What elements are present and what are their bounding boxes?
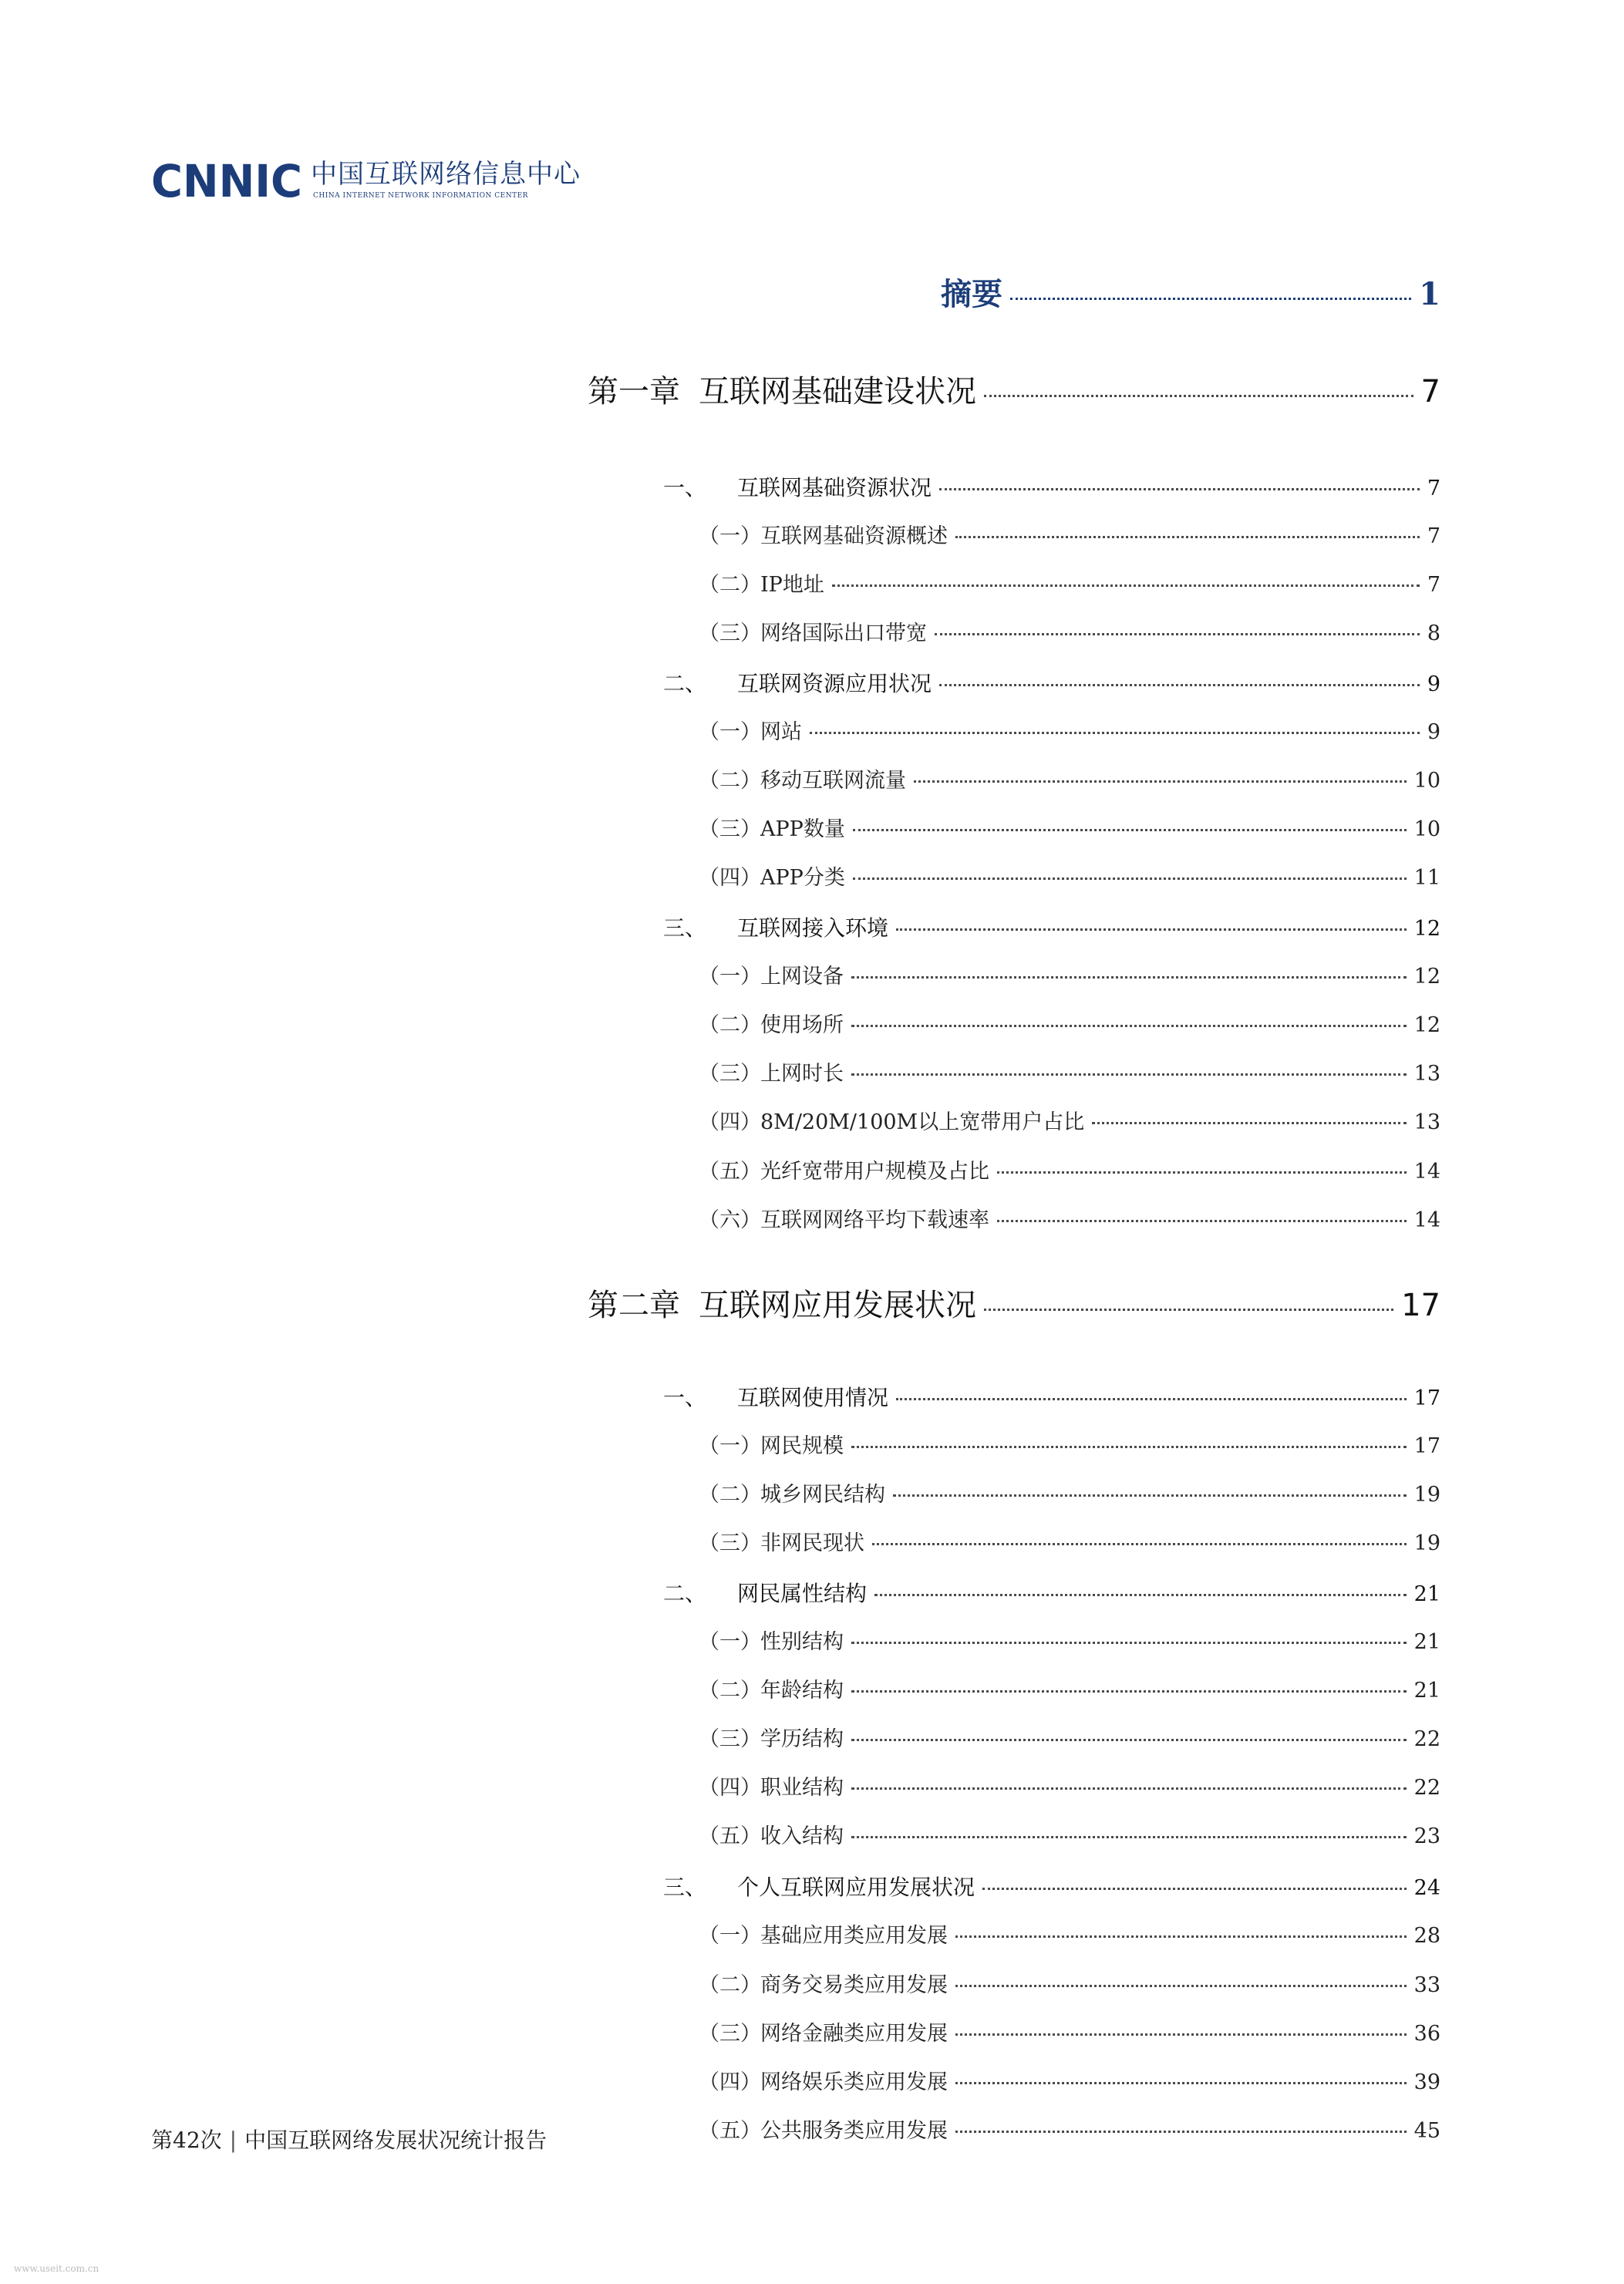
section-title: 互联网资源应用状况 (737, 671, 932, 696)
toc-summary-label: 摘要 (941, 276, 1002, 312)
toc-page-number: 13 (1413, 1110, 1440, 1134)
cnnic-logo-mark (151, 157, 305, 203)
subsection-number: （一） (699, 524, 761, 548)
toc-page-number: 23 (1413, 1824, 1440, 1848)
report-title: 中国互联网络发展状况统计报告 (244, 2127, 548, 2153)
subsection-number: （三） (699, 1727, 761, 1751)
toc-subsection[interactable] (699, 2020, 1440, 2049)
subsection-number: （四） (699, 2070, 761, 2094)
toc-subsection[interactable] (699, 1628, 1440, 1657)
toc-section[interactable] (663, 1578, 1440, 1610)
toc-section[interactable] (663, 473, 1440, 504)
dot-leader (984, 1309, 1393, 1311)
dot-leader (984, 395, 1413, 397)
toc-page-number: 1 (1419, 276, 1440, 312)
toc-page-number: 17 (1413, 1434, 1440, 1458)
subsection-title: 上网设备 (760, 965, 844, 989)
dot-leader (851, 1642, 1407, 1644)
subsection-number: （二） (699, 1013, 761, 1037)
chapter-title: 互联网基础建设状况 (699, 374, 976, 409)
dot-leader (982, 1888, 1407, 1890)
subsection-number: （一） (699, 720, 761, 744)
subsection-number: （一） (699, 1434, 761, 1458)
dot-leader (874, 1594, 1407, 1596)
subsection-number: （六） (699, 1208, 761, 1232)
subsection-number: （三） (699, 622, 761, 645)
toc-subsection[interactable] (699, 1157, 1440, 1187)
toc-subsection[interactable] (699, 1922, 1440, 1951)
section-title: 互联网接入环境 (737, 915, 889, 941)
toc-page-number: 33 (1413, 1973, 1440, 1997)
subsection-number: （一） (699, 965, 761, 989)
toc-page-number: 19 (1413, 1483, 1440, 1507)
toc-chapter-1[interactable] (588, 370, 1440, 413)
subsection-title: 学历结构 (760, 1727, 844, 1751)
toc-subsection[interactable] (699, 1725, 1440, 1754)
subsection-number: （三） (699, 1062, 761, 1086)
section-number: 二、 (663, 671, 707, 696)
toc-subsection[interactable] (699, 718, 1440, 747)
toc-page-number: 12 (1413, 965, 1440, 989)
toc-subsection[interactable] (699, 2068, 1440, 2097)
toc-page-number: 11 (1413, 866, 1440, 890)
subsection-number: （三） (699, 2022, 761, 2046)
subsection-title: 公共服务类应用发展 (760, 2119, 948, 2143)
toc-subsection[interactable] (699, 1774, 1440, 1803)
toc-subsection[interactable] (699, 619, 1440, 648)
subsection-number: （五） (699, 2119, 761, 2143)
dot-leader (810, 732, 1420, 734)
dot-leader (1092, 1122, 1406, 1124)
section-title: 网民属性结构 (737, 1581, 868, 1606)
section-number: 二、 (663, 1581, 707, 1606)
chapter-title: 互联网应用发展状况 (699, 1288, 976, 1323)
toc-page-number: 14 (1413, 1208, 1440, 1232)
dot-leader (832, 584, 1420, 587)
toc-subsection[interactable] (699, 1059, 1440, 1089)
subsection-number: （二） (699, 769, 761, 793)
watermark: www.useit.com.cn (14, 2263, 99, 2274)
toc-page-number: 7 (1420, 374, 1440, 409)
subsection-title: 收入结构 (760, 1824, 844, 1848)
toc-page-number: 17 (1413, 1386, 1440, 1410)
dot-leader (896, 1398, 1407, 1400)
dot-leader (1010, 298, 1411, 300)
dot-leader (851, 1073, 1407, 1076)
dot-leader (851, 1690, 1407, 1693)
subsection-number: （五） (699, 1824, 761, 1848)
toc-page-number: 39 (1413, 2070, 1440, 2094)
toc-subsection[interactable] (699, 864, 1440, 893)
subsection-number: （四） (699, 1110, 761, 1134)
chapter-number: 第一章 (588, 374, 680, 409)
toc-subsection[interactable] (699, 1822, 1440, 1851)
toc-page-number: 7 (1427, 524, 1440, 548)
toc-subsection[interactable] (699, 571, 1440, 600)
dot-leader (939, 488, 1420, 490)
subsection-title: 职业结构 (760, 1776, 844, 1800)
report-edition: 第42次 (151, 2127, 222, 2153)
subsection-number: （一） (699, 1924, 761, 1948)
dot-leader (955, 536, 1420, 538)
toc-subsection[interactable] (699, 1108, 1440, 1137)
subsection-title: 互联网基础资源概述 (760, 524, 948, 548)
dot-leader (896, 928, 1407, 931)
toc-subsection[interactable] (699, 1529, 1440, 1558)
section-title: 个人互联网应用发展状况 (737, 1875, 975, 1900)
subsection-title: 非网民现状 (760, 1531, 864, 1555)
dot-leader (935, 633, 1420, 635)
subsection-title: 使用场所 (760, 1013, 844, 1037)
dot-leader (997, 1220, 1407, 1222)
subsection-number: （二） (699, 1483, 761, 1507)
toc-page-number: 9 (1427, 672, 1440, 696)
toc-page-number: 10 (1413, 769, 1440, 793)
subsection-title: 8M/20M/100M以上宽带用户占比 (760, 1110, 1085, 1134)
toc-section[interactable] (663, 1383, 1440, 1414)
dot-leader (851, 1787, 1407, 1790)
section-number: 三、 (663, 1875, 707, 1900)
toc-page-number: 17 (1401, 1288, 1440, 1323)
subsection-title: 网络娱乐类应用发展 (760, 2070, 948, 2094)
subsection-title: APP分类 (760, 866, 845, 890)
subsection-title: 移动互联网流量 (760, 769, 906, 793)
toc-page-number: 19 (1413, 1531, 1440, 1555)
toc-page-number: 7 (1427, 573, 1440, 597)
dot-leader (955, 1985, 1407, 1987)
toc-subsection[interactable] (699, 1011, 1440, 1040)
section-number: 三、 (663, 915, 707, 941)
subsection-title: 网民规模 (760, 1434, 844, 1458)
section-number: 一、 (663, 1385, 707, 1410)
toc-page-number: 13 (1413, 1062, 1440, 1086)
subsection-title: 城乡网民结构 (760, 1483, 885, 1507)
subsection-title: 基础应用类应用发展 (760, 1924, 948, 1948)
dot-leader (872, 1543, 1407, 1545)
toc-subsection[interactable] (699, 766, 1440, 796)
subsection-title: 网络金融类应用发展 (760, 2022, 948, 2046)
dot-leader (955, 2033, 1407, 2036)
subsection-number: （二） (699, 573, 761, 597)
toc-page-number: 12 (1413, 1013, 1440, 1037)
dot-leader (853, 829, 1407, 831)
toc-page-number: 14 (1413, 1160, 1440, 1184)
toc-page-number: 22 (1413, 1776, 1440, 1800)
subsection-title: 性别结构 (760, 1630, 844, 1654)
dot-leader (955, 1935, 1407, 1938)
page-footer (151, 2125, 547, 2156)
subsection-number: （四） (699, 866, 761, 890)
toc-summary-entry[interactable] (941, 273, 1440, 316)
toc-page-number: 9 (1427, 720, 1440, 744)
toc-subsection[interactable] (699, 1971, 1440, 2000)
dot-leader (893, 1494, 1407, 1497)
dot-leader (955, 2131, 1407, 2133)
subsection-title: 网站 (760, 720, 802, 744)
toc-subsection[interactable] (699, 815, 1440, 844)
toc-subsection[interactable] (699, 1206, 1440, 1235)
org-name-en: CHINA INTERNET NETWORK INFORMATION CENTER (313, 192, 528, 200)
toc-page-number: 21 (1413, 1630, 1440, 1654)
subsection-title: 光纤宽带用户规模及占比 (760, 1160, 989, 1184)
dot-leader (853, 878, 1407, 880)
dot-leader (851, 1836, 1407, 1838)
dot-leader (851, 1025, 1407, 1027)
org-name-cn: 中国互联网络信息中心 (311, 159, 581, 190)
subsection-number: （一） (699, 1630, 761, 1654)
subsection-title: APP数量 (760, 817, 845, 841)
toc-page-number: 12 (1413, 917, 1440, 941)
dot-leader (914, 780, 1407, 783)
toc-section[interactable] (663, 669, 1440, 700)
section-title: 互联网基础资源状况 (737, 475, 932, 500)
chapter-number: 第二章 (588, 1288, 680, 1323)
toc-page-number: 22 (1413, 1727, 1440, 1751)
dot-leader (997, 1171, 1407, 1174)
subsection-title: 商务交易类应用发展 (760, 1973, 948, 1997)
dot-leader (939, 684, 1420, 686)
toc-section[interactable] (663, 913, 1440, 945)
subsection-title: IP地址 (760, 573, 824, 597)
toc-chapter-2[interactable] (588, 1284, 1440, 1327)
dot-leader (851, 1739, 1407, 1741)
subsection-title: 年龄结构 (760, 1679, 844, 1703)
subsection-number: （四） (699, 1776, 761, 1800)
dot-leader (851, 1446, 1407, 1448)
subsection-number: （三） (699, 1531, 761, 1555)
subsection-title: 网络国际出口带宽 (760, 622, 927, 645)
toc-page-number: 10 (1413, 817, 1440, 841)
toc-subsection[interactable] (699, 1432, 1440, 1461)
dot-leader (851, 976, 1407, 979)
toc-page-number: 24 (1413, 1876, 1440, 1900)
subsection-title: 上网时长 (760, 1062, 844, 1086)
subsection-number: （二） (699, 1973, 761, 1997)
subsection-number: （五） (699, 1160, 761, 1184)
toc-page-number: 36 (1413, 2022, 1440, 2046)
footer-separator: | (229, 2127, 238, 2153)
subsection-number: （二） (699, 1679, 761, 1703)
subsection-number: （三） (699, 817, 761, 841)
dot-leader (955, 2082, 1407, 2084)
toc-subsection[interactable] (699, 1676, 1440, 1706)
toc-page-number: 45 (1413, 2119, 1440, 2143)
toc-subsection[interactable] (699, 962, 1440, 992)
toc-subsection[interactable] (699, 2117, 1440, 2146)
toc-section[interactable] (663, 1872, 1440, 1904)
svg-text:CNNIC: CNNIC (151, 157, 302, 203)
section-title: 互联网使用情况 (737, 1385, 889, 1410)
toc-page-number: 8 (1427, 622, 1440, 645)
toc-page-number: 21 (1413, 1679, 1440, 1703)
section-number: 一、 (663, 475, 707, 500)
toc-page-number: 7 (1427, 477, 1440, 500)
toc-subsection[interactable] (699, 522, 1440, 551)
toc-page-number: 28 (1413, 1924, 1440, 1948)
subsection-title: 互联网网络平均下载速率 (760, 1208, 989, 1232)
toc-page-number: 21 (1413, 1582, 1440, 1606)
toc-subsection[interactable] (699, 1481, 1440, 1510)
